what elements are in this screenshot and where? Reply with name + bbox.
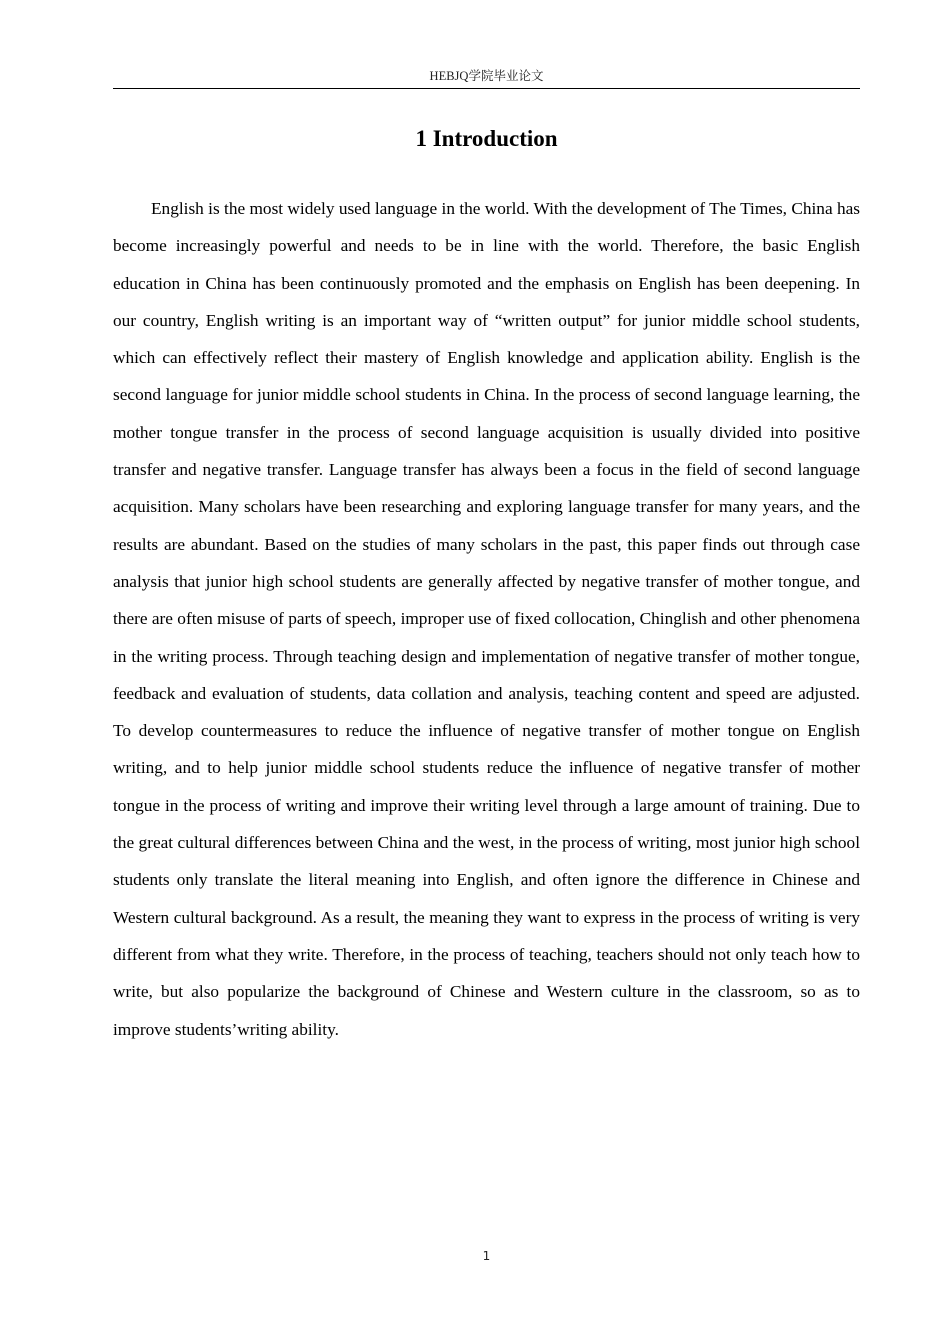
page-header: HEBJQ学院毕业论文: [113, 66, 860, 89]
page-number: 1: [482, 1249, 491, 1263]
chapter-title: 1 Introduction: [415, 126, 558, 151]
body-paragraph: English is the most widely used language in the world. With the development of The Times, China has become increasingly powerful and needs to be in line with the world. Therefore, the basic English education in China has been continuously promoted and the emphasis on English has been deepening. In our country, English writing is an important way of “written output” for junior middle school students, which can effectively reflect their mastery of English knowledge and application ability. English is the second language for junior middle school students in China. In the process of second language learning, the mother tongue transfer in the process of second language acquisition is usually divided into positive transfer and negative transfer. Language transfer has always been a focus in the field of second language acquisition. Many scholars have been researching and exploring language transfer for many years, and the results are abundant. Based on the studies of many scholars in the past, this paper finds out through case analysis that junior high school students are generally affected by negative transfer of mother tongue, and there are often misuse of parts of speech, improper use of fixed collocation, Chinglish and other phenomena in the writing process. Through teaching design and implementation of negative transfer of mother tongue, feedback and evaluation of students, data collation and analysis, teaching content and speed are adjusted. To develop countermeasures to reduce the influence of negative transfer of mother tongue on English writing, and to help junior middle school students reduce the influence of negative transfer of mother tongue in the process of writing and improve their writing level through a large amount of training. Due to the great cultural differences between China and the west, in the process of writing, most junior high school students only translate the literal meaning into English, and often ignore the difference in Chinese and Western cultural background. As a result, the meaning they want to express in the process of writing is very different from what they write. Therefore, in the process of teaching, teachers should not only teach how to write, but also popularize the background of Chinese and Western culture in the classroom, so as to improve students’writing ability.: [113, 199, 860, 1039]
